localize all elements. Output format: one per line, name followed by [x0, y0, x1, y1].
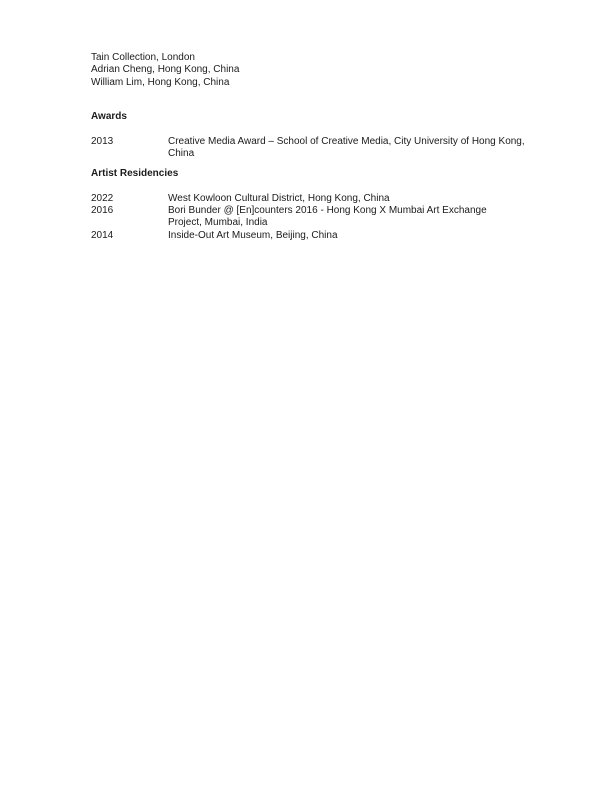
entry-line: Inside-Out Art Museum, Beijing, China [168, 229, 338, 241]
residency-entry [91, 230, 561, 242]
entry-description [168, 230, 561, 242]
collector-entry: Adrian Cheng, Hong Kong, China [91, 64, 240, 76]
award-entry [91, 136, 561, 161]
entry-line: Project, Mumbai, India [168, 217, 268, 229]
residency-entry [91, 193, 561, 205]
section-heading-awards: Awards [91, 110, 127, 122]
entry-year: 2014 [91, 229, 114, 241]
entry-description [168, 205, 561, 230]
cv-content [91, 52, 561, 242]
collector-entry: William Lim, Hong Kong, China [91, 76, 230, 88]
section-heading-artist-residencies: Artist Residencies [91, 168, 179, 180]
entry-description [168, 136, 561, 161]
entry-year: 2016 [91, 205, 114, 217]
collectors-list [91, 52, 561, 89]
awards-entries [91, 136, 561, 161]
entry-line: China [168, 147, 195, 159]
entry-year: 2022 [91, 192, 114, 204]
entry-line: Creative Media Award – School of Creative Media, City University of Hong Kong, [168, 135, 525, 147]
entry-line: Bori Bunder @ [En]counters 2016 - Hong Kong X Mumbai Art Exchange [168, 205, 487, 217]
entry-year: 2013 [91, 135, 114, 147]
residencies-entries [91, 193, 561, 242]
entry-description [168, 193, 561, 205]
entry-line: West Kowloon Cultural District, Hong Kong, China [168, 192, 390, 204]
collector-entry: Tain Collection, London [91, 52, 195, 63]
residency-entry [91, 205, 561, 230]
